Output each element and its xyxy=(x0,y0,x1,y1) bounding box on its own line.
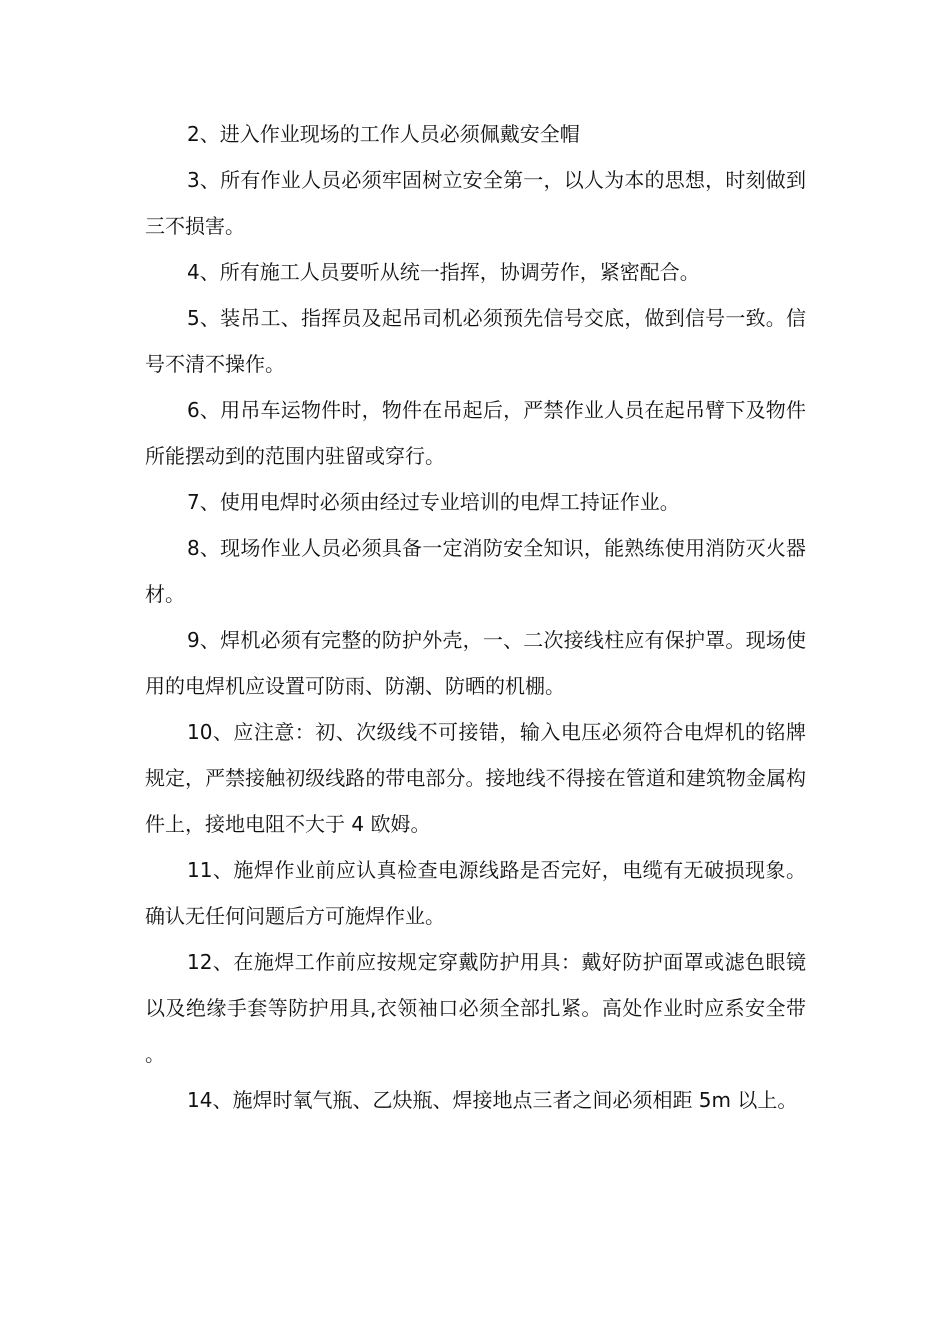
paragraph-item-5: 5、装吊工、指挥员及起吊司机必须预先信号交底，做到信号一致。信号不清不操作。 xyxy=(145,306,806,376)
paragraph-item-4: 4、所有施工人员要听从统一指挥，协调劳作，紧密配合。 xyxy=(187,260,700,284)
paragraph-item-6: 6、用吊车运物件时，物件在吊起后，严禁作业人员在起吊臂下及物件所能摆动到的范围内驻留或穿行。 xyxy=(145,398,806,468)
paragraph-item-14: 14、施焊时氧气瓶、乙炔瓶、焊接地点三者之间必须相距 5m 以上。 xyxy=(187,1088,798,1112)
paragraph-item-10: 10、应注意：初、次级线不可接错，输入电压必须符合电焊机的铭牌规定，严禁接触初级线路的带电部分。接地线不得接在管道和建筑物金属构件上，接地电阻不大于 4 欧姆。 xyxy=(145,720,806,836)
paragraph-item-9: 9、焊机必须有完整的防护外壳，一、二次接线柱应有保护罩。现场使用的电焊机应设置可防雨、防潮、防晒的机棚。 xyxy=(145,628,806,698)
paragraph-item-11: 11、施焊作业前应认真检查电源线路是否完好，电缆有无破损现象。确认无任何问题后方可施焊作业。 xyxy=(145,858,806,928)
paragraph-item-8: 8、现场作业人员必须具备一定消防安全知识，能熟练使用消防灭火器材。 xyxy=(145,536,806,606)
paragraph-item-3: 3、所有作业人员必须牢固树立安全第一，以人为本的思想，时刻做到三不损害。 xyxy=(145,168,806,238)
paragraph-item-7: 7、使用电焊时必须由经过专业培训的电焊工持证作业。 xyxy=(187,490,680,514)
paragraph-item-12: 12、在施焊工作前应按规定穿戴防护用具：戴好防护面罩或滤色眼镜以及绝缘手套等防护用具,衣领袖口必须全部扎紧。高处作业时应系安全带。 xyxy=(145,950,806,1066)
paragraph-item-2: 2、进入作业现场的工作人员必须佩戴安全帽 xyxy=(187,122,580,146)
document-body xyxy=(145,111,806,1123)
